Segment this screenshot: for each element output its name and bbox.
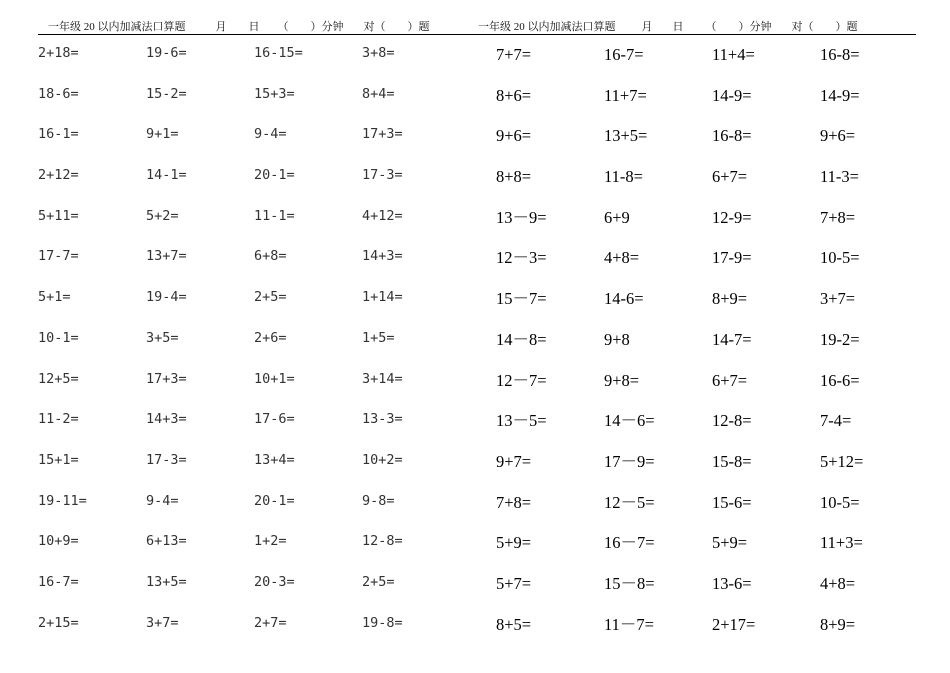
math-problem: 8+9= [712, 289, 748, 309]
math-problem: 16-8= [712, 126, 752, 146]
math-problem: 11-8= [604, 167, 643, 187]
math-problem: 17-9= [712, 248, 752, 268]
math-problem: 1+2= [254, 533, 287, 550]
math-problem: 16-1= [38, 126, 79, 143]
math-problem: 10+9= [38, 533, 79, 550]
math-problem: 11－7= [604, 614, 654, 634]
math-problem: 10+1= [254, 370, 295, 387]
math-problem: 15－7= [496, 289, 547, 309]
math-problem: 5+12= [820, 451, 864, 471]
math-problem: 10-1= [38, 329, 79, 346]
math-problem: 14-9= [820, 85, 860, 105]
math-problem: 4+8= [604, 248, 640, 268]
math-problem: 6+9 [604, 207, 630, 227]
math-problem: 11-3= [820, 167, 859, 187]
math-problem: 12-8= [362, 533, 403, 550]
math-problem: 8+6= [496, 85, 532, 105]
math-problem: 15-8= [712, 451, 752, 471]
math-problem: 12-8= [712, 411, 752, 431]
math-problem: 5+9= [496, 533, 532, 553]
math-problem: 17-6= [254, 411, 295, 428]
math-problem: 9-4= [254, 126, 287, 143]
worksheet-header-right [478, 20, 858, 34]
month-label: 月 [641, 21, 653, 33]
math-problem: 15-6= [712, 492, 752, 512]
math-problem: 13－9= [496, 207, 547, 227]
math-problem: 11+4= [712, 45, 755, 64]
math-problem: 14－8= [496, 329, 547, 349]
math-problem: 10+2= [362, 451, 403, 468]
math-problem: 19-2= [820, 329, 860, 349]
math-problem: 2+12= [38, 167, 79, 184]
math-problem: 13+5= [146, 573, 187, 590]
math-problem: 10-5= [820, 248, 860, 268]
math-problem: 9+6= [496, 126, 532, 146]
math-problem: 3+7= [820, 289, 856, 309]
math-problem: 11+3= [820, 533, 863, 553]
math-problem: 17+3= [146, 370, 187, 387]
math-problem: 7+8= [820, 207, 856, 227]
math-problem: 5+11= [38, 207, 79, 224]
math-problem: 19-4= [146, 289, 187, 306]
minutes-label: （ ）分钟 [705, 21, 772, 33]
math-problem: 8+9= [820, 614, 856, 634]
month-label: 月 [215, 21, 227, 33]
math-problem: 14+3= [146, 411, 187, 428]
math-problem: 6+8= [254, 248, 287, 265]
math-problem: 15-2= [146, 85, 187, 102]
math-problem: 11+7= [604, 85, 647, 105]
math-problem: 17-7= [38, 248, 79, 265]
math-problem: 17－9= [604, 451, 655, 471]
math-problem: 14-1= [146, 167, 187, 184]
math-problem: 9+8 [604, 329, 630, 349]
worksheet-title: 一年级 20 以内加减法口算题 [48, 21, 186, 33]
math-problem: 16-7= [38, 573, 79, 590]
math-problem: 12-9= [712, 207, 752, 227]
math-problem: 13-6= [712, 573, 752, 593]
math-problem: 1+5= [362, 329, 395, 346]
math-problem: 7+7= [496, 45, 532, 64]
math-problem: 8+8= [496, 167, 532, 187]
math-problem: 5+9= [712, 533, 748, 553]
math-problem: 20-1= [254, 492, 295, 509]
math-problem: 13+7= [146, 248, 187, 265]
math-problem: 16-7= [604, 45, 644, 64]
math-problem: 10-5= [820, 492, 860, 512]
math-problem: 5+2= [146, 207, 179, 224]
day-label: 日 [672, 21, 684, 33]
math-problem: 15+1= [38, 451, 79, 468]
math-problem: 8+5= [496, 614, 532, 634]
math-problem: 1+14= [362, 289, 403, 306]
math-problem: 3+7= [146, 614, 179, 631]
math-problem: 12－3= [496, 248, 547, 268]
math-problem: 5+7= [496, 573, 532, 593]
math-problem: 2+5= [362, 573, 395, 590]
worksheet-title: 一年级 20 以内加减法口算题 [478, 21, 616, 33]
math-problem: 9+6= [820, 126, 856, 146]
math-problem: 2+7= [254, 614, 287, 631]
math-problem: 12－5= [604, 492, 655, 512]
worksheet-header-left [48, 20, 430, 34]
math-problem: 3+8= [362, 45, 395, 61]
math-problem: 4+8= [820, 573, 856, 593]
math-problem: 13+5= [604, 126, 648, 146]
math-problem: 13+4= [254, 451, 295, 468]
math-problem: 14-7= [712, 329, 752, 349]
math-problem: 6+13= [146, 533, 187, 550]
math-problem: 11-1= [254, 207, 295, 224]
correct-count-label: 对（ ）题 [363, 21, 430, 33]
math-problem: 19-6= [146, 45, 187, 61]
math-problem: 18-6= [38, 85, 79, 102]
math-problem: 2+17= [712, 614, 756, 634]
math-problem: 17-3= [362, 167, 403, 184]
math-problem: 13-3= [362, 411, 403, 428]
math-problem: 9-8= [362, 492, 395, 509]
math-problem: 5+1= [38, 289, 71, 306]
day-label: 日 [248, 21, 260, 33]
math-problem: 4+12= [362, 207, 403, 224]
math-problem: 14+3= [362, 248, 403, 265]
math-problem: 14-6= [604, 289, 644, 309]
math-problem: 9+7= [496, 451, 532, 471]
minutes-label: （ ）分钟 [277, 21, 344, 33]
math-problem: 6+7= [712, 167, 748, 187]
math-problem: 7+8= [496, 492, 532, 512]
math-problem: 3+5= [146, 329, 179, 346]
math-problem: 16-15= [254, 45, 303, 61]
math-problem: 13－5= [496, 411, 547, 431]
math-problem: 7-4= [820, 411, 852, 431]
math-problem: 19-8= [362, 614, 403, 631]
math-problem: 14－6= [604, 411, 655, 431]
math-problem: 8+4= [362, 85, 395, 102]
math-problem: 9+1= [146, 126, 179, 143]
math-problem: 16-8= [820, 45, 860, 64]
math-problem: 16-6= [820, 370, 860, 390]
math-problem: 11-2= [38, 411, 79, 428]
math-problem: 20-1= [254, 167, 295, 184]
math-problem: 2+6= [254, 329, 287, 346]
math-problem: 12+5= [38, 370, 79, 387]
math-problem: 2+15= [38, 614, 79, 631]
correct-count-label: 对（ ）题 [791, 21, 858, 33]
math-problem: 9-4= [146, 492, 179, 509]
math-problem: 16－7= [604, 533, 655, 553]
problem-grid-left [38, 42, 470, 652]
math-problem: 15+3= [254, 85, 295, 102]
math-problem: 17+3= [362, 126, 403, 143]
math-problem: 2+18= [38, 45, 79, 61]
math-problem: 15－8= [604, 573, 655, 593]
math-problem: 19-11= [38, 492, 87, 509]
header-divider [38, 34, 916, 35]
math-problem: 6+7= [712, 370, 748, 390]
math-problem: 12－7= [496, 370, 547, 390]
math-problem: 17-3= [146, 451, 187, 468]
math-problem: 2+5= [254, 289, 287, 306]
math-problem: 14-9= [712, 85, 752, 105]
problem-grid-right [496, 44, 928, 654]
math-problem: 9+8= [604, 370, 640, 390]
math-problem: 3+14= [362, 370, 403, 387]
math-problem: 20-3= [254, 573, 295, 590]
